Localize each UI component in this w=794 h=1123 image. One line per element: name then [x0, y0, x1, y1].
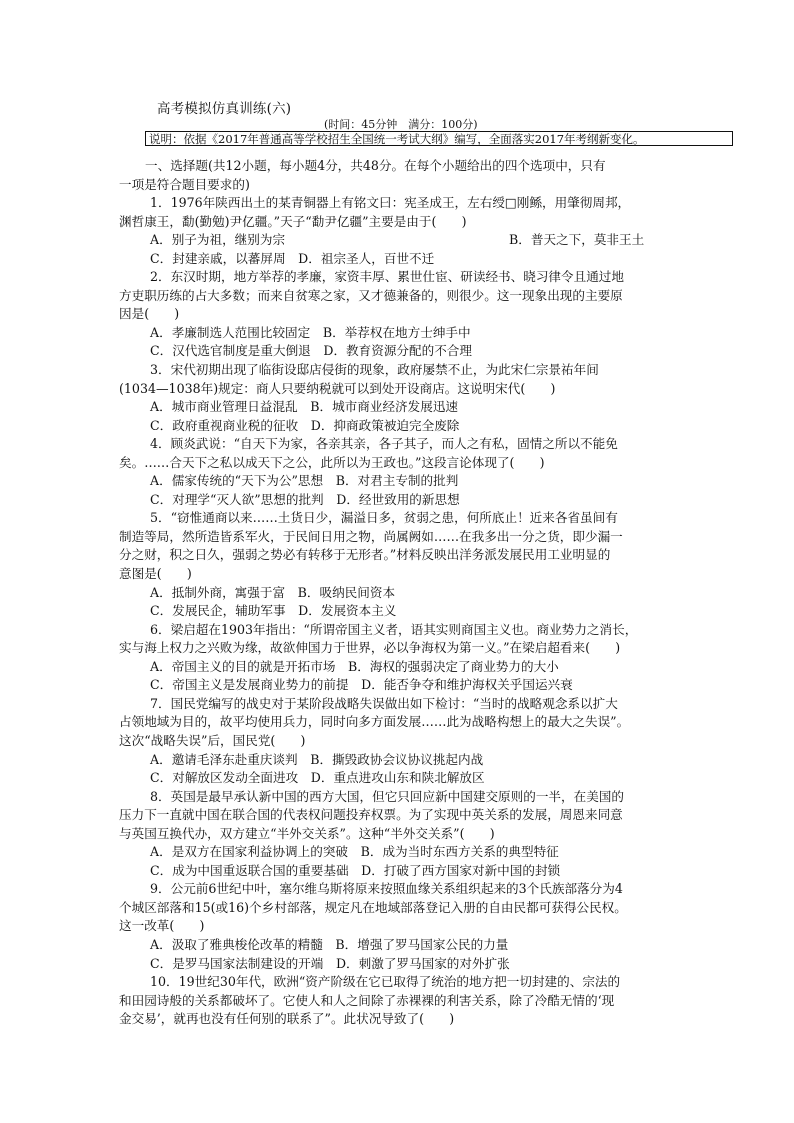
question-8-options-ab[interactable]: A．是双方在国家利益协调上的突破 B．成为当时东西方关系的典型特征 [150, 844, 559, 860]
page-title: 高考模拟仿真训练(六) [157, 101, 292, 117]
question-3-line: 3．宋代初期出现了临街设邸店侵街的现象，政府屡禁不止，为此宋仁宗景祐年间 [150, 362, 599, 378]
section-heading: 一、选择题(共12小题，每小题4分，共48分。在每个小题给出的四个选项中，只有 [145, 158, 606, 173]
question-3-line: (1034—1038年)规定：商人只要纳税就可以到处开设商店。这说明宋代( ) [119, 380, 556, 396]
question-4-options-ab[interactable]: A．儒家传统的“天下为公”思想 B．对君主专制的批判 [150, 473, 459, 489]
question-8-line: 8．英国是最早承认新中国的西方大国，但它只回应新中国建交原则的一半，在美国的 [150, 788, 624, 804]
question-1-line: 渊哲康王，勫(勤勉)尹亿疆。”天子“勫尹亿疆”主要是由于( ) [119, 213, 467, 229]
question-9-line: 9．公元前6世纪中叶，塞尔维乌斯将原来按照血缘关系组织起来的3个氏族部落分为4 [150, 881, 623, 897]
question-6-line: 实与海上权力之兴败为缘，故欲伸国力于世界，必以争海权为第一义。”在梁启超看来( ) [119, 640, 621, 656]
exam-note-box: 说明：依据《2017年普通高等学校招生全国统一考试大纲》编写，全面落实2017年考纲新变化。 [145, 131, 733, 146]
question-section [119, 157, 734, 1029]
question-1-options-ab [119, 231, 734, 250]
question-1-options-cd[interactable]: C．封建亲戚，以蕃屏周 D．祖宗圣人，百世不迁 [150, 250, 435, 266]
question-4-line: 4．顾炎武说：“自天下为家，各亲其亲，各子其子，而人之有私，固情之所以不能免 [150, 436, 618, 452]
question-8-line: 与英国互换代办，双方建立“半外交关系”。这种“半外交关系”( ) [119, 825, 495, 841]
question-9-line: 个城区部落和15(或16)个乡村部落，规定凡在地域部落登记入册的自由民都可获得公民权。 [119, 899, 627, 915]
question-9-options-ab[interactable]: A．汲取了雅典梭伦改革的精髓 B．增强了罗马国家公民的力量 [150, 936, 509, 952]
question-5-options-cd[interactable]: C．发展民企，辅助军事 D．发展资本主义 [150, 603, 397, 619]
question-7-line: 占领地域为目的，故平均使用兵力，同时向多方面发展……此为战略构想上的最大之失误”。 [119, 714, 630, 730]
question-1-option-a[interactable]: A．别子为祖，继别为宗 [150, 232, 286, 248]
question-10-line: 10．19世纪30年代，欧洲“资产阶级在它已取得了统治的地方把一切封建的、宗法的 [150, 974, 621, 990]
question-5-line: 意图是( ) [119, 566, 192, 582]
question-2-options-cd[interactable]: C．汉代选官制度是重大倒退 D．教育资源分配的不合理 [150, 343, 472, 359]
question-3-options-cd[interactable]: C．政府重视商业税的征收 D．抑商政策被迫完全废除 [150, 417, 460, 433]
question-10-line: 和田园诗般的关系都破坏了。它使人和人之间除了赤裸裸的利害关系，除了冷酷无情的‘现 [119, 992, 615, 1008]
question-4-options-cd[interactable]: C．对理学“灭人欲”思想的批判 D．经世致用的新思想 [150, 491, 460, 507]
question-1-option-b[interactable]: B．普天之下，莫非王土 [509, 232, 645, 248]
exam-time-score: (时间：45分钟 满分：100分) [324, 118, 478, 131]
question-7-line: 这次“战略失误”后，国民党( ) [119, 732, 306, 748]
question-7-options-cd[interactable]: C．对解放区发动全面进攻 D．重点进攻山东和陕北解放区 [150, 770, 485, 786]
question-9-options-cd[interactable]: C．是罗马国家法制建设的开端 D．刺激了罗马国家的对外扩张 [150, 955, 510, 971]
question-8-options-cd[interactable]: C．成为中国重返联合国的重要基础 D．打破了西方国家对新中国的封锁 [150, 862, 561, 878]
question-6-options-cd[interactable]: C．帝国主义是发展商业势力的前提 D．能否争夺和维护海权关乎国运兴衰 [150, 677, 573, 693]
question-5-options-ab[interactable]: A．抵制外商，寓强于富 B．吸纳民间资本 [150, 584, 396, 600]
question-8-line: 压力下一直就中国在联合国的代表权问题投弃权票。为了实现中英关系的发展，周恩来同意 [119, 807, 623, 823]
question-2-line: 2．东汉时期，地方举荐的孝廉，家资丰厚、累世仕宦、研读经书、晓习律令且通过地 [150, 269, 624, 285]
question-5-line: 分之财，积之日久，强弱之势必有转移于无形者。”材料反映出洋务派发展民用工业明显的 [119, 547, 611, 563]
question-5-line: 制造等局，然所造皆系军火，于民间日用之物，尚属阙如……在我多出一分之货，即少漏一 [119, 528, 623, 544]
question-7-line: 7．国民党编写的战史对于某阶段战略失误做出如下检讨：“当时的战略观念系以扩大 [150, 695, 618, 711]
question-7-options-ab[interactable]: A．邀请毛泽东赴重庆谈判 B．撕毁政协会议协议挑起内战 [150, 751, 484, 767]
question-6-options-ab[interactable]: A．帝国主义的目的就是开拓市场 B．海权的强弱决定了商业势力的大小 [150, 658, 559, 674]
question-4-line: 矣。……合天下之私以成天下之公，此所以为王政也。”这段言论体现了( ) [119, 454, 545, 470]
question-2-line: 因是( ) [119, 306, 180, 322]
section-heading-cont: 一项是符合题目要求的) [119, 176, 250, 192]
question-9-line: 这一改革( ) [119, 918, 205, 934]
question-5-line: 5．“窃惟通商以来……土货日少，漏溢日多，贫弱之患，何所底止！近来各省虽间有 [150, 510, 618, 526]
question-10-line: 金交易’，就再也没有任何别的联系了”。此状况导致了( ) [119, 1011, 455, 1027]
question-3-options-ab[interactable]: A．城市商业管理日益混乱 B．城市商业经济发展迅速 [150, 399, 459, 415]
question-2-options-ab[interactable]: A．孝廉制选人范围比较固定 B．举荐权在地方士绅手中 [150, 324, 471, 340]
question-6-line: 6．梁启超在1903年指出：“所谓帝国主义者，语其实则商国主义也。商业势力之消长， [150, 621, 638, 637]
question-2-line: 方吏职历练的占大多数；而来自贫寒之家，又才德兼备的，则很少。这一现象出现的主要原 [119, 287, 623, 303]
question-1-line: 1．1976年陕西出土的某青铜器上有铭文曰：宪圣成王，左右绶□刚鲧，用肇彻周邦， [150, 195, 631, 211]
